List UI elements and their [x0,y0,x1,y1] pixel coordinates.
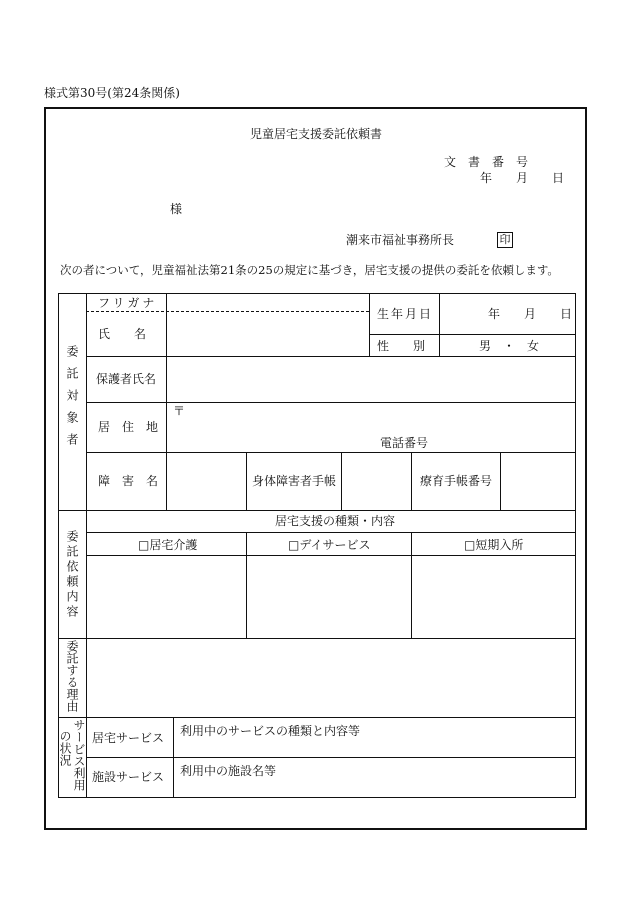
sex-label: 性 別 [377,339,426,353]
home-service-label: 居宅サービス [92,731,165,745]
address-label: 居 住 地 [98,420,159,434]
home-service-desc: 利用中のサービスの種類と内容等 [180,724,361,738]
seal-stamp: 印 [497,232,513,248]
form-frame [44,107,587,830]
option-day-service[interactable]: □デイサービス [288,538,371,552]
document-number-label: 文 書 番 号 [444,155,529,169]
option-short-stay[interactable]: □短期入所 [464,538,524,552]
ryoiku-label: 療育手帳番号 [420,474,493,488]
document-title: 児童居宅支援委託依頼書 [250,127,383,141]
disability-label: 障 害 名 [98,474,159,488]
usage-section-label-col1: サービス利用 [72,719,86,791]
usage-section-label-col2: の状況 [58,730,72,766]
subject-section-label: 委託対象者 [65,345,79,455]
issuer-name: 潮来市福祉事務所長 [346,233,455,247]
birthdate-label: 生年月日 [377,307,434,321]
handbook-label: 身体障害者手帳 [252,474,337,488]
intro-text: 次の者について，児童福祉法第21条の25の規定に基づき，居宅支援の提供の委託を依頼します。 [60,263,559,277]
date-label: 年 月 日 [480,171,565,185]
addressee-suffix: 様 [170,202,183,216]
phone-label: 電話番号 [380,436,429,450]
option-home-care[interactable]: □居宅介護 [138,538,198,552]
request-section-label: 委託依頼内容 [65,530,79,620]
name-label: 氏 名 [98,327,147,341]
facility-service-label: 施設サービス [92,770,165,784]
sex-value: 男 ・ 女 [479,339,540,353]
facility-service-desc: 利用中の施設名等 [180,764,277,778]
form-label: 様式第30号(第24条関係) [44,86,180,100]
support-type-header: 居宅支援の種類・内容 [275,514,396,528]
birthdate-value: 年 月 日 [488,307,573,321]
postal-mark: 〒 [173,404,186,418]
furigana-label: フリガナ [98,296,158,310]
reason-section-label: 委託する理由 [65,640,79,712]
guardian-label: 保護者氏名 [96,372,157,386]
